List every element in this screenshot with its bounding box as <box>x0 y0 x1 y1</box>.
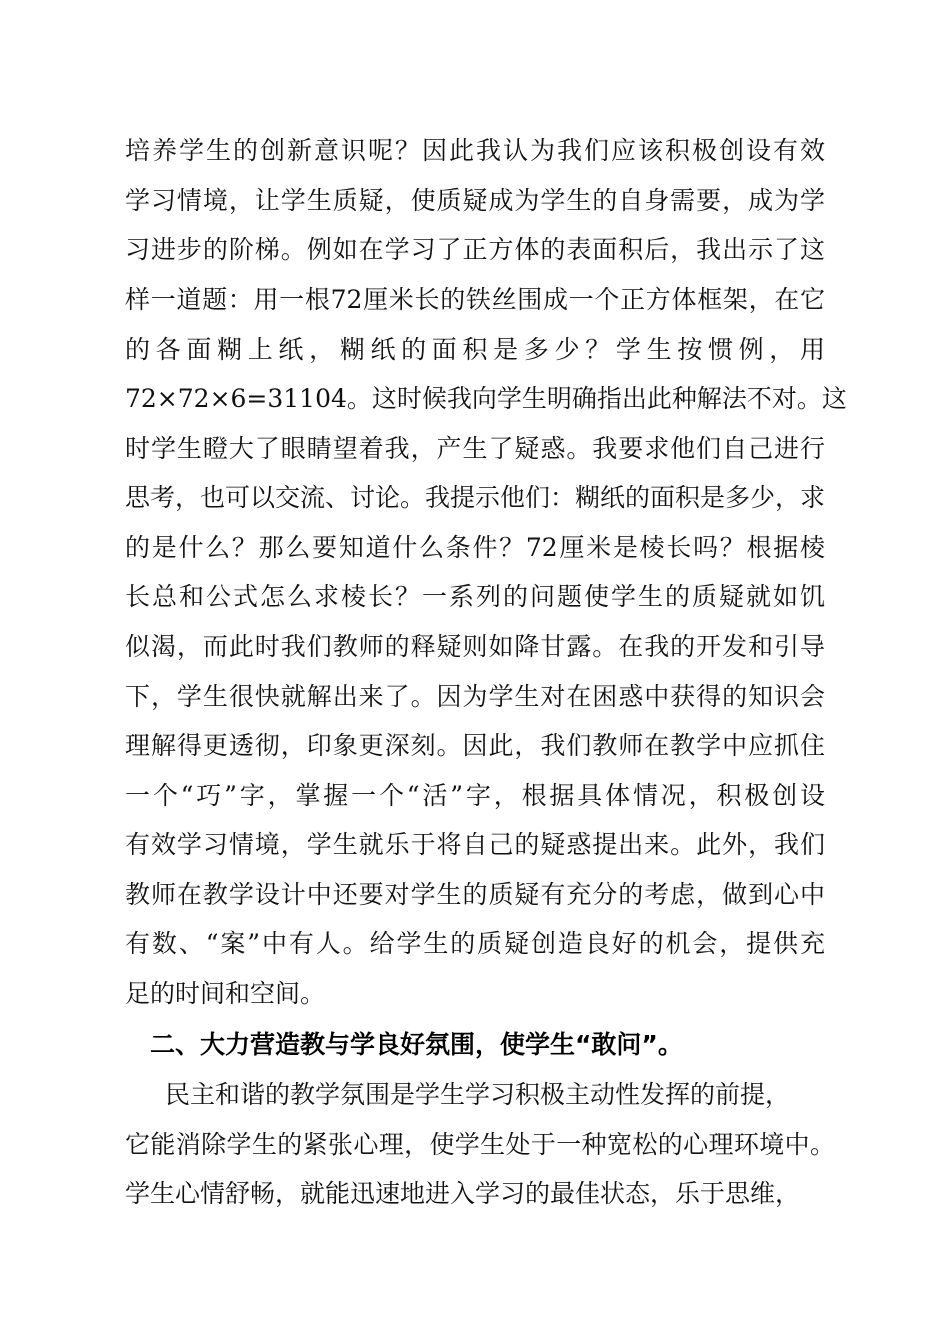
section-heading: 二、大力营造教与学良好氛围，使学生“敢问”。 <box>150 1030 683 1059</box>
body-text-line: 有数、“案”中有人。给学生的质疑创造良好的机会，提供充 <box>125 929 825 958</box>
body-text-line: 的是什么？那么要知道什么条件？72厘米是棱长吗？根据棱 <box>125 533 825 562</box>
body-text-line: 培养学生的创新意识呢？因此我认为我们应该积极创设有效 <box>125 136 825 165</box>
body-text-line: 时学生瞪大了眼睛望着我，产生了疑惑。我要求他们自己进行 <box>125 434 825 463</box>
body-text-line: 理解得更透彻，印象更深刻。因此，我们教师在教学中应抓住 <box>125 731 825 760</box>
body-text-line: 教师在教学设计中还要对学生的质疑有充分的考虑，做到心中 <box>125 880 825 909</box>
body-text-line: 一个“巧”字，掌握一个“活”字，根据具体情况，积极创设 <box>125 781 825 810</box>
body-text-line: 民主和谐的教学氛围是学生学习积极主动性发挥的前提， <box>165 1080 791 1109</box>
body-text-line: 思考，也可以交流、讨论。我提示他们：糊纸的面积是多少，求 <box>125 483 826 512</box>
body-text-line: 的各面糊上纸，糊纸的面积是多少？学生按惯例，用 <box>125 335 825 364</box>
body-text-line: 足的时间和空间。 <box>125 979 326 1008</box>
body-text-line: 样一道题：用一根72厘米长的铁丝围成一个正方体框架，在它 <box>125 285 825 314</box>
body-text-line: 它能消除学生的紧张心理，使学生处于一种宽松的心理环境中。 <box>125 1130 835 1159</box>
body-text-line: 下，学生很快就解出来了。因为学生对在困惑中获得的知识会 <box>125 682 825 711</box>
body-text-line: 有效学习情境，学生就乐于将自己的疑惑提出来。此外，我们 <box>125 830 825 859</box>
body-text-line: 长总和公式怎么求棱长？一系列的问题使学生的质疑就如饥 <box>125 582 825 611</box>
body-text-line: 72×72×6=31104。这时候我向学生明确指出此种解法不对。这 <box>125 384 847 413</box>
body-text-line: 似渴，而此时我们教师的释疑则如降甘露。在我的开发和引导 <box>125 632 825 661</box>
body-text-line: 习进步的阶梯。例如在学习了正方体的表面积后，我出示了这 <box>125 235 825 264</box>
body-text-line: 学习情境，让学生质疑，使质疑成为学生的自身需要，成为学 <box>125 186 825 215</box>
body-text-line: 学生心情舒畅，就能迅速地进入学习的最佳状态，乐于思维， <box>125 1179 801 1208</box>
